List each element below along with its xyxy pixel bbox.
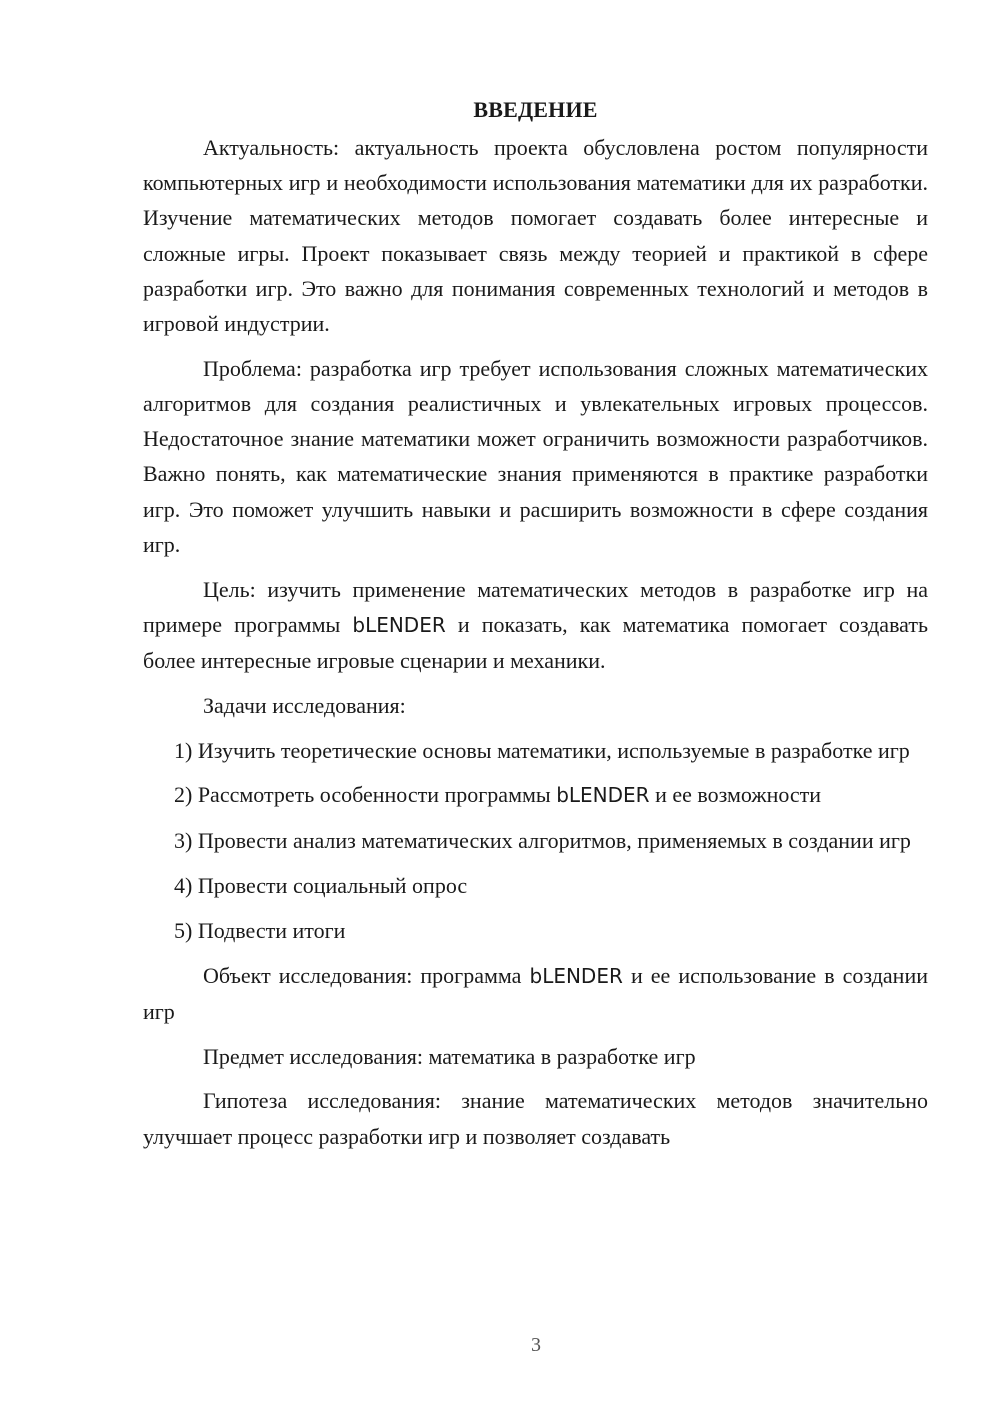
- paragraph-hypothesis: Гипотеза исследования: знание математических методов значительно улучшает процесс разработки игр и позволяет создавать: [143, 1088, 928, 1149]
- task-2-text-start: 2) Рассмотреть особенности программы: [174, 782, 557, 808]
- task-2-text-end: и ее возможности: [649, 782, 822, 808]
- task-item-2: [143, 777, 928, 813]
- document-page: [143, 92, 928, 1163]
- paragraph-object: [143, 958, 928, 1029]
- goal-program-name: bLENDER: [352, 612, 446, 637]
- task-item-1: 1) Изучить теоретические основы математики, используемые в разработке игр: [174, 737, 910, 763]
- tasks-title: Задачи исследования:: [203, 692, 406, 718]
- object-program-name: bLENDER: [529, 963, 623, 988]
- paragraph-relevance: Актуальность: актуальность проекта обусловлена ростом популярности компьютерных игр и необходимости использования математики для их разработки. Изучение математических методов помогает создавать более интересные и сложные игры. Проект показывает связь между теорией и практикой в сфере разработки игр. Это важно для понимания современных технологий и методов в игровой индустрии.: [143, 135, 928, 337]
- paragraph-problem: Проблема: разработка игр требует использования сложных математических алгоритмов для создания реалистичных и увлекательных игровых процессов. Недостаточное знание математики может ограничить возможности разработчиков. Важно понять, как математические знания применяются в практике разработки игр. Это поможет улучшить навыки и расширить возможности в сфере создания игр.: [143, 355, 928, 557]
- section-heading: ВВЕДЕНИЕ: [473, 97, 598, 122]
- goal-text-start: Цель: изучить применение математических методов в разработке игр на примере программы: [143, 576, 928, 637]
- task-item-4: 4) Провести социальный опрос: [174, 873, 468, 899]
- goal-text-end: и показать, как математика помогает создавать более интересные игровые сценарии и механики.: [143, 611, 929, 674]
- object-text-end: и ее использование в создании игр: [143, 962, 929, 1024]
- object-text-start: Объект исследования: программа: [203, 962, 530, 988]
- paragraph-goal: [143, 572, 928, 679]
- task-item-3: 3) Провести анализ математических алгоритмов, применяемых в создании игр: [174, 828, 911, 854]
- task-2-program-name: bLENDER: [556, 783, 650, 808]
- task-item-5: 5) Подвести итоги: [174, 917, 346, 943]
- paragraph-subject: Предмет исследования: математика в разработке игр: [203, 1043, 696, 1069]
- page-number: 3: [531, 1334, 541, 1356]
